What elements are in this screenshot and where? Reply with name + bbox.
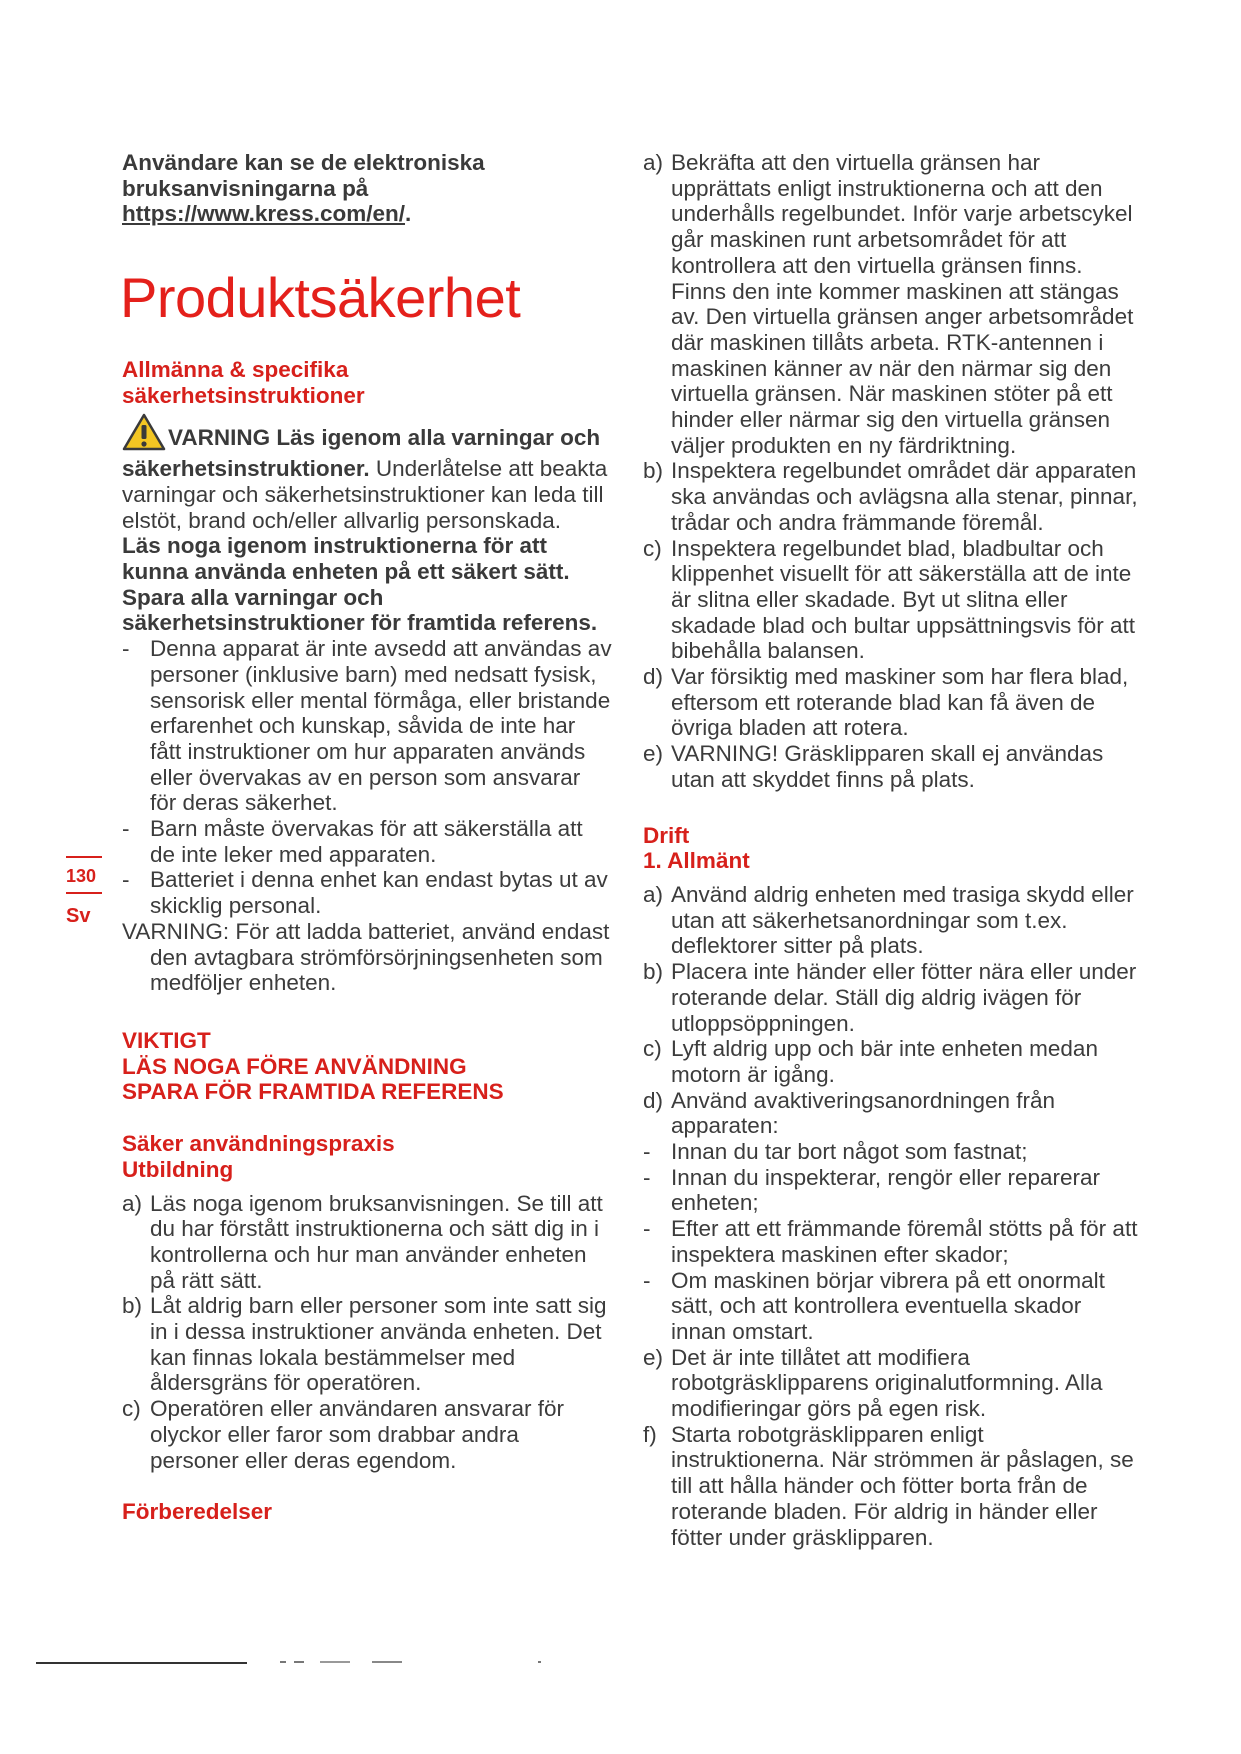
list-item-text: Inspektera regelbundet blad, bladbultar och klippenhet visuellt för att säkerställa att de inte är slitna eller skadade. Byt ut slitna eller skadade blad och bultar uppsättningsvis för att bibehålla balansen. (671, 535, 1136, 664)
list-item (643, 150, 1140, 458)
list-item (643, 882, 1140, 959)
bullet-marker: - (643, 1216, 651, 1242)
warning-body-text: Underlåtelse att beakta varningar och säkerhetsinstruktioner kan leda till elstöt, brand och/eller allvarlig personskada. (122, 456, 608, 533)
footer-print-marks (280, 1660, 580, 1664)
bullet-marker: - (122, 636, 130, 662)
item-label: d) (643, 1087, 664, 1113)
list-item (122, 1293, 612, 1396)
battery-warning-text: VARNING: För att ladda batteriet, använd endast den avtagbara strömförsörjningsenheten som medföljer enheten. (122, 918, 610, 996)
sidebar-rule-top (66, 856, 102, 858)
item-label: d) (643, 664, 664, 690)
list-item-text: Om maskinen börjar vibrera på ett onormalt sätt, och att kontrollera eventuella skador innan omstart. (671, 1267, 1105, 1344)
item-label: a) (122, 1190, 143, 1216)
list-item-text: Starta robotgräsklipparen enligt instruktionerna. När strömmen är påslagen, se till att hålla händer och fötter borta från de roterande bladen. För aldrig in händer eller fötter under gräsklipparen. (671, 1421, 1134, 1550)
list-item (643, 664, 1140, 741)
list-item (643, 536, 1140, 665)
item-label: b) (122, 1293, 143, 1319)
item-label: e) (643, 1344, 664, 1370)
bullet-marker: - (643, 1139, 651, 1165)
list-item-text: Denna apparat är inte avsedd att användas av personer (inklusive barn) med nedsatt fysisk, sensorisk eller mental förmåga, eller bristande erfarenhet och kunskap, såvida de inte har fått instruktioner om hur apparaten används eller övervakas av en person som ansvarar för deras säkerhet. (150, 636, 612, 816)
operation-section (643, 823, 1140, 1551)
item-label: a) (643, 881, 664, 907)
page-number: 130 (66, 866, 97, 886)
list-item (643, 1422, 1140, 1551)
item-label: c) (122, 1396, 141, 1422)
list-item (643, 1165, 1140, 1216)
item-label: c) (643, 1036, 662, 1062)
section-heading-safety: Allmänna & specifika säkerhetsinstruktioner (122, 357, 365, 408)
list-item-text: Bekräfta att den virtuella gränsen har upprättats enligt instruktionerna och att den underhålls regelbundet. Inför varje arbetscykel går maskinen runt arbetsområdet för att kontrollera att den virtuella gränsen finns. Finns den inte kommer maskinen att stängas av. Den virtuella gränsen anger arbetsområdet där maskinen tillåts arbeta. RTK-antennen i maskinen känner av när den närmar sig den virtuella gränsen. När maskinen stöter på ett hinder eller närmar sig den virtuella gränsen väljer produkten en ny färdriktning. (671, 150, 1134, 458)
sidebar-rule-bottom (66, 892, 102, 894)
list-item-text: Barn måste övervakas för att säkerställa att de inte leker med apparaten. (150, 816, 583, 867)
list-item (122, 636, 612, 816)
list-item (122, 816, 612, 867)
list-item-text: Låt aldrig barn eller personer som inte satt sig in i dessa instruktioner använda enheten. Det kan finnas lokala bestämmelser med åldersgräns för operatören. (150, 1293, 607, 1396)
bullet-marker: - (122, 867, 130, 893)
list-item-text: VARNING! Gräsklipparen skall ej användas utan att skyddet finns på plats. (671, 741, 1104, 792)
warning-bold-text: VARNING Läs igenom alla varningar och säkerhetsinstruktioner. (122, 424, 601, 482)
list-item-text: Batteriet i denna enhet kan endast bytas ut av skicklig personal. (150, 867, 608, 919)
list-item-text: Innan du tar bort något som fastnat; (671, 1139, 1028, 1165)
list-item-text: Läs noga igenom bruksanvisningen. Se till att du har förstått instruktionerna och sätt dig in i kontrollerna och hur man använder enheten på rätt sätt. (150, 1190, 603, 1293)
training-section (122, 1131, 612, 1473)
list-item (643, 1268, 1140, 1345)
item-label: f) (643, 1421, 657, 1447)
important-line: LÄS NOGA FÖRE ANVÄNDNING (122, 1053, 467, 1079)
list-item (643, 1216, 1140, 1267)
list-item (643, 1345, 1140, 1422)
item-label: b) (643, 959, 664, 985)
list-item (643, 959, 1140, 1036)
list-item-text: Inspektera regelbundet området där apparaten ska användas och avlägsna alla stenar, pinnar, trådar och andra främmande föremål. (671, 458, 1138, 535)
list-item (643, 458, 1140, 535)
intro-text (122, 150, 612, 227)
preparations-heading: Förberedelser (122, 1499, 273, 1525)
item-label: b) (643, 458, 664, 484)
list-item (643, 1139, 1140, 1165)
manual-link[interactable]: https://www.kress.com/en/ (122, 201, 405, 227)
list-item (122, 867, 612, 918)
list-item-text: Det är inte tillåtet att modifiera robotgräsklipparens originalutformning. Alla modifieringar görs på egen risk. (671, 1344, 1103, 1422)
item-label: c) (643, 535, 662, 561)
list-item-text: Operatören eller användaren ansvarar för olyckor eller faror som drabbar andra personer eller deras egendom. (150, 1396, 564, 1473)
page-title: Produktsäkerhet (120, 266, 521, 330)
list-item (122, 1191, 612, 1294)
footer-rule (36, 1662, 247, 1664)
list-item-text: Använd aldrig enheten med trasiga skydd eller utan att säkerhetsanordningar som t.ex. deflektorer sitter på plats. (671, 881, 1134, 959)
list-item (122, 1396, 612, 1473)
list-item-text: Använd avaktiveringsanordningen från apparaten: (671, 1087, 1056, 1139)
important-line: SPARA FÖR FRAMTIDA REFERENS (122, 1079, 504, 1105)
list-item-text: Placera inte händer eller fötter nära eller under roterande delar. Ställ dig aldrig ivägen för utloppsöppningen. (671, 959, 1137, 1036)
list-item-text: Efter att ett främmande föremål stötts på för att inspektera maskinen efter skador; (671, 1216, 1138, 1267)
item-label: a) (643, 150, 664, 175)
important-line: VIKTIGT (122, 1027, 211, 1053)
warning-paragraph (122, 413, 612, 534)
language-code: Sv (66, 905, 91, 927)
read-instructions-text: Läs noga igenom instruktionerna för att kunna använda enheten på ett säkert sätt. (122, 533, 570, 585)
important-block (122, 1028, 612, 1105)
list-item (643, 1036, 1140, 1087)
left-column (122, 150, 612, 1525)
general-heading: 1. Allmänt (643, 848, 750, 874)
list-item-text: Var försiktig med maskiner som har flera blad, eftersom ett roterande blad kan få även de övriga bladen att rotera. (671, 664, 1129, 741)
list-item-text: Lyft aldrig upp och bär inte enheten medan motorn är igång. (671, 1036, 1098, 1087)
bullet-marker: - (643, 1164, 651, 1190)
list-item (643, 1088, 1140, 1139)
bullet-marker: - (122, 816, 130, 842)
warning-triangle-icon (122, 413, 166, 457)
intro-sentence: Användare kan se de elektroniska bruksanvisningarna på (122, 150, 485, 201)
save-instructions-text: Spara alla varningar och säkerhetsinstruktioner för framtida referens. (122, 584, 598, 636)
item-label: e) (643, 741, 664, 767)
list-item-text: Innan du inspekterar, rengör eller reparerar enheten; (671, 1164, 1100, 1216)
right-column (643, 150, 1140, 1550)
training-heading: Utbildning (122, 1156, 234, 1182)
bullet-marker: - (643, 1267, 651, 1293)
drift-heading: Drift (643, 822, 690, 848)
intro-end: . (405, 201, 412, 227)
battery-warning (122, 919, 612, 996)
safe-practice-heading: Säker användningspraxis (122, 1131, 395, 1157)
list-item (643, 741, 1140, 792)
